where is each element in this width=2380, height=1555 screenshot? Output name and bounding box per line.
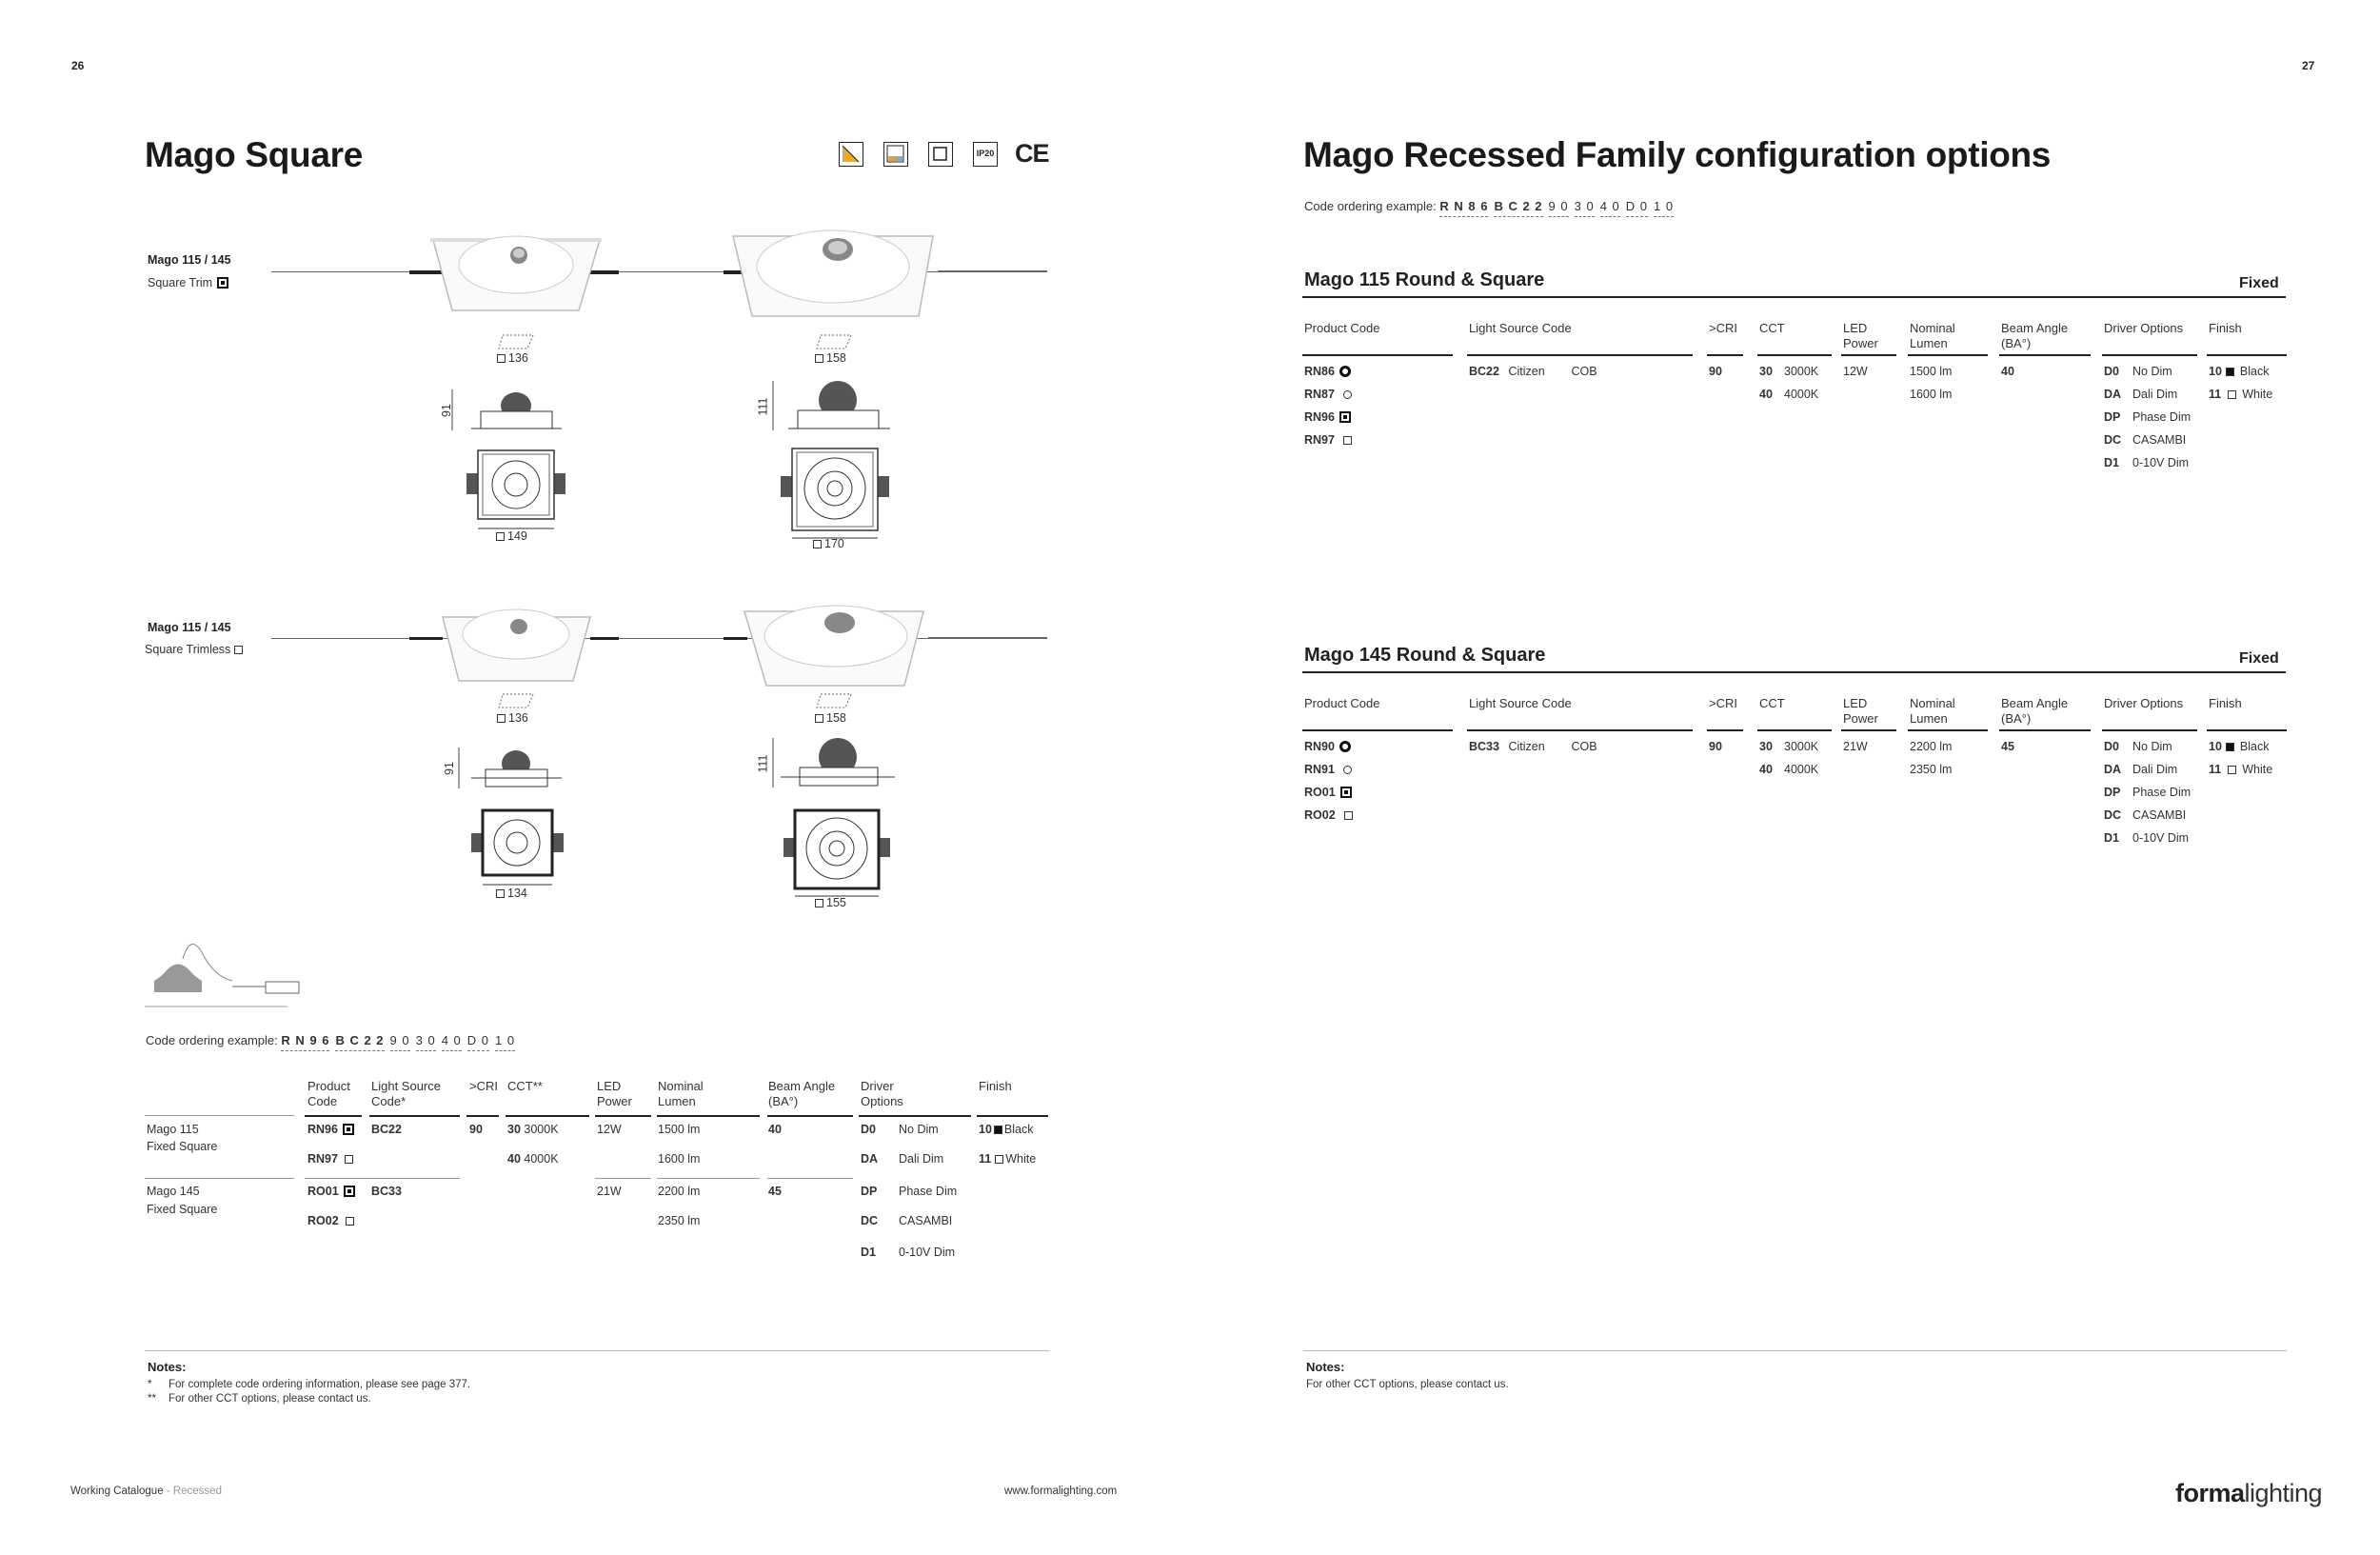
code-group: 9 0: [390, 1033, 410, 1051]
product-code: RO02: [307, 1213, 354, 1228]
cct-value: 30 3000K: [507, 1123, 559, 1136]
code-group: 9 0: [1549, 199, 1569, 217]
light-source-code: BC22: [371, 1123, 402, 1136]
th-8: Finish: [2209, 321, 2242, 335]
th-5: Nominal Lumen: [1910, 321, 1955, 350]
th-beam-angle: Beam Angle (BA°): [768, 1079, 836, 1108]
th-2: >CRI: [1709, 696, 1737, 710]
width-115-trimless: 134: [496, 887, 527, 900]
beam-angle: 45: [2001, 740, 2014, 753]
th-4: LED Power: [1843, 696, 1878, 726]
th-1: Light Source Code: [1469, 321, 1572, 335]
th-7: Driver Options: [2104, 321, 2184, 335]
light-source: BC22 Citizen COB: [1469, 365, 1597, 378]
mago-145-trimless-drawing: [724, 600, 1047, 690]
code-group: 1 0: [495, 1033, 515, 1051]
height-115: 91: [439, 404, 453, 417]
code-group: D 0: [1626, 199, 1648, 217]
th-finish: Finish: [979, 1079, 1012, 1093]
finish-option: 10 Black: [979, 1123, 1034, 1136]
cri-value: 90: [1709, 365, 1722, 378]
driver-option: DA Dali Dim: [2104, 763, 2178, 776]
led-power: 21W: [597, 1185, 622, 1198]
led-power: 12W: [597, 1123, 622, 1136]
th-6: Beam Angle (BA°): [2001, 696, 2069, 726]
group-2-name: Mago 145: [147, 1185, 200, 1198]
th-2: >CRI: [1709, 321, 1737, 335]
code-group: R N 9 6: [281, 1033, 329, 1051]
finish-option: 10 Black: [2209, 365, 2270, 378]
lumen-value: 1600 lm: [1910, 388, 1953, 401]
cct-icon: [883, 142, 908, 167]
lumen-value: 2200 lm: [1910, 740, 1953, 753]
notes-title-right: Notes:: [1306, 1360, 1345, 1374]
top-view-115-trimless: [471, 805, 566, 890]
driver-option: D1 0-10V Dim: [861, 1246, 956, 1259]
th-cri: >CRI: [469, 1079, 498, 1093]
height-115-trimless: 91: [442, 762, 456, 775]
height-145-trimless: 111: [756, 754, 770, 773]
side-view-145: [762, 376, 895, 433]
finish-option: 10 Black: [2209, 740, 2270, 753]
th-4: LED Power: [1843, 321, 1878, 350]
led-power: 12W: [1843, 365, 1868, 378]
cutout-icon: [815, 333, 853, 352]
product-code: RN97: [307, 1151, 353, 1166]
code-group: R N 8 6: [1439, 199, 1488, 217]
th-cct: CCT**: [507, 1079, 543, 1093]
driver-option: D0 No Dim: [861, 1123, 939, 1136]
cutout-icon: [815, 692, 853, 711]
side-view-115-trimless: [447, 743, 581, 790]
lumen-value: 1500 lm: [1910, 365, 1953, 378]
th-5: Nominal Lumen: [1910, 696, 1955, 726]
beam-angle: 40: [2001, 365, 2014, 378]
driver-option: DC CASAMBI: [2104, 808, 2187, 822]
th-led-power: LED Power: [597, 1079, 632, 1108]
product-code: RO01: [307, 1184, 355, 1199]
cutout-145: 158: [815, 351, 846, 365]
section-1-name: Mago 115 / 145: [148, 253, 231, 267]
section-2-sub: Square Trimless: [145, 643, 243, 656]
cct-value: 40 4000K: [1759, 763, 1819, 776]
notes-rule-right: [1303, 1350, 2287, 1351]
lumen-value: 1500 lm: [658, 1123, 701, 1136]
finish-option: 11 White: [2209, 763, 2273, 776]
product-code: RN87: [1304, 387, 1352, 402]
product-code: RN86: [1304, 364, 1351, 379]
notes-title-left: Notes:: [148, 1360, 187, 1374]
th-0: Product Code: [1304, 696, 1380, 710]
cutout-icon: [497, 692, 535, 711]
mago-115-trimless-drawing: [409, 600, 619, 690]
config-table-tag: Fixed: [2239, 650, 2279, 667]
th-product-code: Product Code: [307, 1079, 350, 1108]
cutout-115: 136: [497, 351, 528, 365]
code-group: 3 0: [1575, 199, 1595, 217]
top-view-115: [466, 443, 566, 533]
brand-logo: formalighting: [2175, 1479, 2323, 1507]
th-driver-options: Driver Options: [861, 1079, 903, 1108]
product-code: RO02: [1304, 807, 1353, 823]
footer-catalogue: Working Catalogue - Recessed: [70, 1485, 222, 1497]
square-trim-icon: [217, 277, 228, 289]
dimmable-icon: [839, 142, 863, 167]
th-7: Driver Options: [2104, 696, 2184, 710]
th-light-source: Light Source Code*: [371, 1079, 441, 1108]
code-ordering-right: Code ordering example: R N 8 6 B C 2 2 9 0 3 0 4 0 D 0 1 0: [1304, 199, 1679, 217]
mago-145-trim-drawing: [724, 229, 1047, 324]
cutout-115-trimless: 136: [497, 711, 528, 725]
config-table-title: Mago 115 Round & Square: [1304, 269, 1545, 290]
lumen-value: 2350 lm: [1910, 763, 1953, 776]
th-nominal-lumen: Nominal Lumen: [658, 1079, 704, 1108]
product-code: RN96: [307, 1122, 354, 1137]
driver-option: D1 0-10V Dim: [2104, 456, 2190, 469]
code-group: B C 2 2: [1494, 199, 1542, 217]
page-number-left: 26: [71, 59, 85, 72]
led-power: 21W: [1843, 740, 1868, 753]
th-0: Product Code: [1304, 321, 1380, 335]
top-view-145-trimless: [783, 805, 893, 900]
cct-value: 40 4000K: [507, 1152, 559, 1166]
product-code: RN97: [1304, 432, 1352, 448]
driver-option: DP Phase Dim: [861, 1185, 958, 1198]
code-group: 3 0: [416, 1033, 436, 1051]
ip20-icon: IP20: [973, 142, 998, 167]
driver-option: DP Phase Dim: [2104, 410, 2192, 424]
cutout-145-trimless: 158: [815, 711, 846, 725]
page-title-right: Mago Recessed Family configuration options: [1303, 135, 2052, 174]
driver-option: D1 0-10V Dim: [2104, 831, 2190, 845]
driver-option: DP Phase Dim: [2104, 786, 2192, 799]
cct-value: 30 3000K: [1759, 365, 1819, 378]
beam-angle: 45: [768, 1185, 782, 1198]
note-2: ** For other CCT options, please contact us.: [148, 1393, 371, 1405]
product-code: RN96: [1304, 409, 1351, 425]
product-code: RO01: [1304, 785, 1352, 800]
cct-value: 40 4000K: [1759, 388, 1819, 401]
light-source: BC33 Citizen COB: [1469, 740, 1597, 753]
side-view-145-trimless: [762, 733, 904, 790]
driver-option: DC CASAMBI: [2104, 433, 2187, 447]
page-number-right: 27: [2302, 59, 2315, 72]
code-group: B C 2 2: [335, 1033, 384, 1051]
beam-angle: 40: [768, 1123, 782, 1136]
driver-option: DC CASAMBI: [861, 1214, 953, 1227]
config-table-rule: [1302, 671, 2286, 673]
height-145: 111: [756, 397, 770, 416]
finish-option: 11 White: [979, 1152, 1037, 1166]
driver-option: D0 No Dim: [2104, 365, 2172, 378]
th-3: CCT: [1759, 321, 1785, 335]
lumen-value: 2200 lm: [658, 1185, 701, 1198]
group-1-type: Fixed Square: [147, 1140, 218, 1153]
cutout-icon: [497, 333, 535, 352]
cri-value: 90: [469, 1123, 483, 1136]
width-145: 170: [813, 537, 844, 550]
width-145-trimless: 155: [815, 896, 846, 909]
lumen-value: 2350 lm: [658, 1214, 701, 1227]
code-group: 4 0: [442, 1033, 462, 1051]
config-table-title: Mago 145 Round & Square: [1304, 645, 1546, 666]
light-source-code: BC33: [371, 1185, 402, 1198]
code-group: 1 0: [1654, 199, 1674, 217]
notes-rule-left: [145, 1350, 1049, 1351]
driver-option: DA Dali Dim: [2104, 388, 2178, 401]
footer-url[interactable]: www.formalighting.com: [1004, 1485, 1118, 1497]
driver-option: D0 No Dim: [2104, 740, 2172, 753]
group-2-type: Fixed Square: [147, 1203, 218, 1216]
recessed-icon: [928, 142, 953, 167]
side-view-115: [443, 385, 576, 432]
th-8: Finish: [2209, 696, 2242, 710]
width-115: 149: [496, 529, 527, 543]
th-6: Beam Angle (BA°): [2001, 321, 2069, 350]
product-code: RN90: [1304, 739, 1351, 754]
config-table-rule: [1302, 296, 2286, 298]
driver-option: DA Dali Dim: [861, 1152, 944, 1166]
top-view-145: [781, 443, 890, 543]
cri-value: 90: [1709, 740, 1722, 753]
code-ordering-left: Code ordering example: R N 9 6 B C 2 2 9 0 3 0 4 0 D 0 1 0: [146, 1033, 521, 1051]
th-1: Light Source Code: [1469, 696, 1572, 710]
lumen-value: 1600 lm: [658, 1152, 701, 1166]
group-1-name: Mago 115: [147, 1123, 199, 1136]
mago-115-trim-drawing: [409, 229, 619, 324]
note-1: * For complete code ordering information, please see page 377.: [148, 1379, 471, 1390]
code-group: 4 0: [1600, 199, 1620, 217]
section-1-sub: Square Trim: [148, 276, 228, 289]
note-right: For other CCT options, please contact us.: [1306, 1379, 1509, 1390]
product-code: RN91: [1304, 762, 1352, 777]
section-2-name: Mago 115 / 145: [148, 621, 231, 634]
ce-icon: CE: [1015, 139, 1049, 168]
cct-value: 30 3000K: [1759, 740, 1819, 753]
finish-option: 11 White: [2209, 388, 2273, 401]
config-table-tag: Fixed: [2239, 275, 2279, 291]
page-title-left: Mago Square: [145, 135, 364, 174]
th-3: CCT: [1759, 696, 1785, 710]
installation-illustration: [145, 933, 307, 1009]
code-group: D 0: [467, 1033, 489, 1051]
